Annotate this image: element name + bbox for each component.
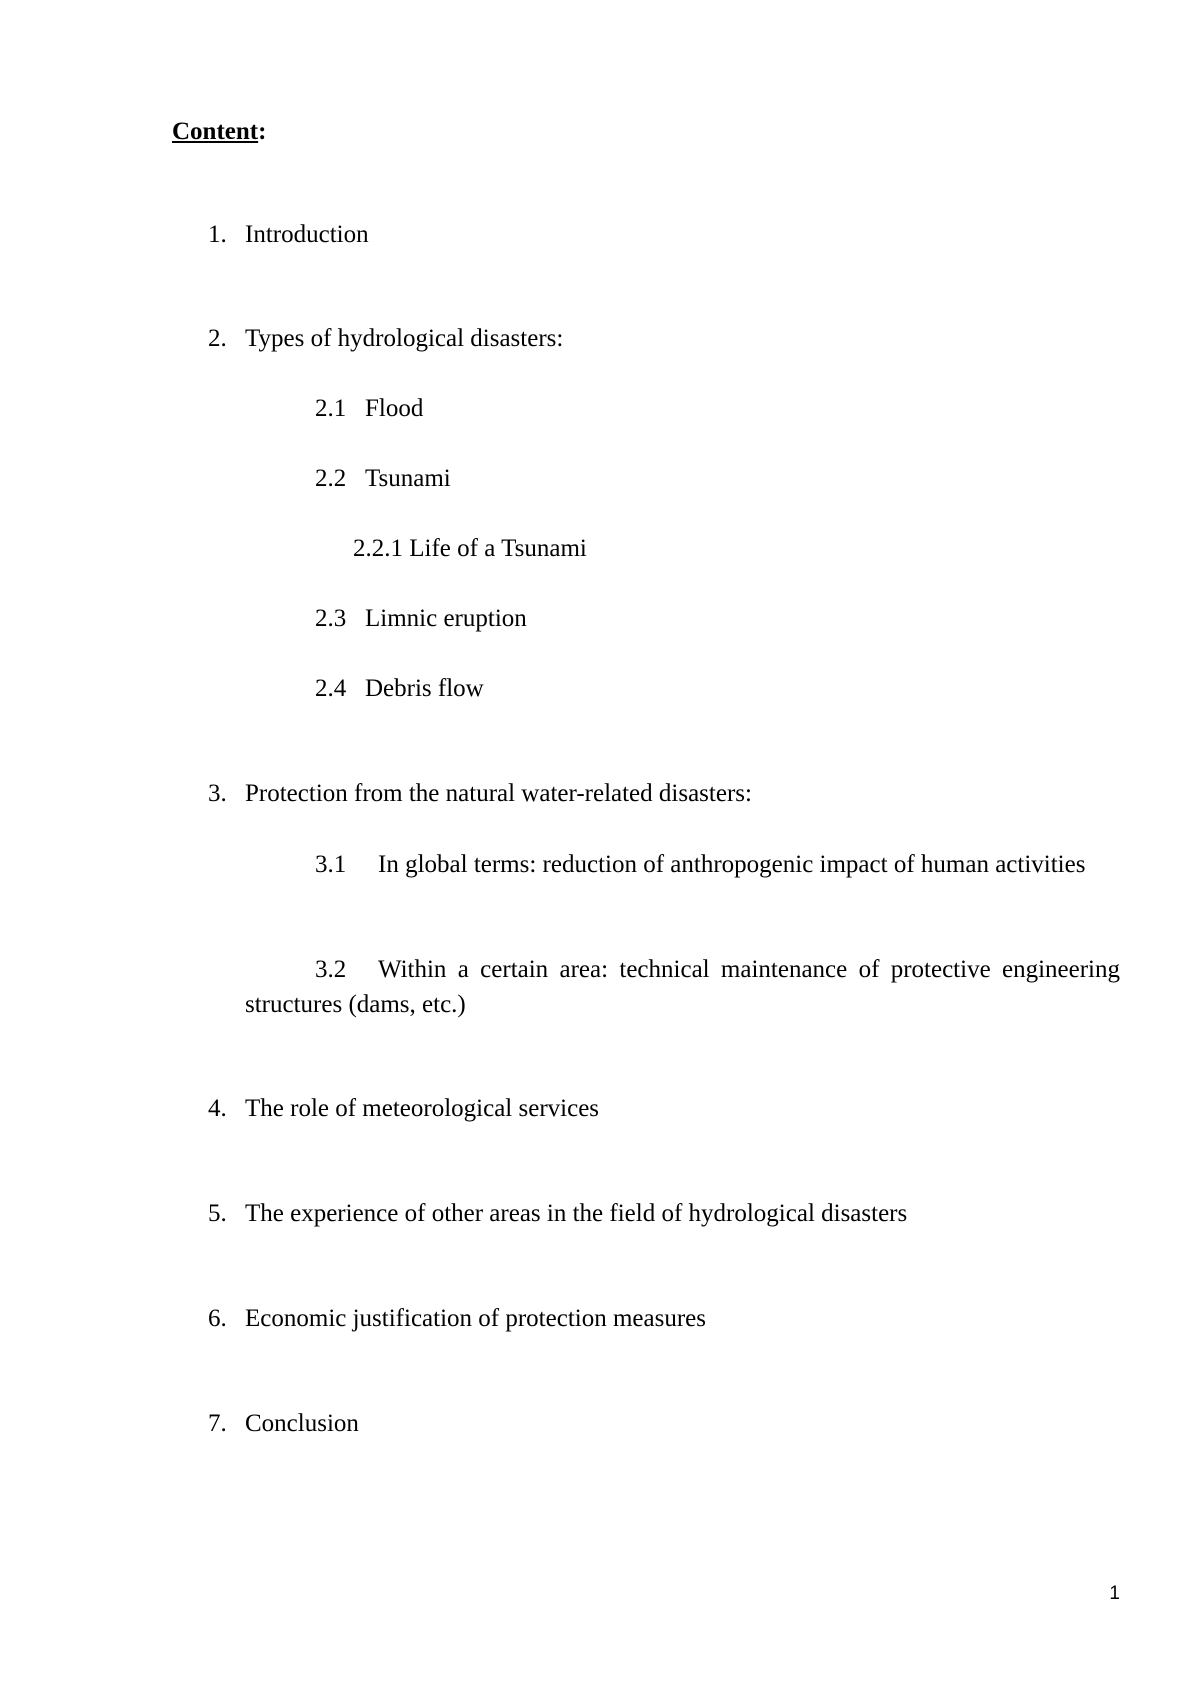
toc-number: 7. (208, 1410, 227, 1437)
toc-number: 3.2 (315, 956, 347, 983)
toc-number: 2.2.1 (353, 535, 403, 562)
toc-item-introduction (208, 218, 369, 252)
toc-item-conclusion (208, 1407, 359, 1441)
toc-item-life-of-tsunami (353, 532, 587, 566)
toc-label: Economic justification of protection measures (245, 1305, 706, 1332)
toc-number: 6. (208, 1305, 227, 1332)
toc-number: 1. (208, 221, 227, 248)
page-number: 1 (1109, 1583, 1120, 1604)
page-title (172, 115, 266, 149)
toc-number: 5. (208, 1200, 227, 1227)
toc-label: Introduction (245, 221, 369, 248)
toc-number: 2. (208, 325, 227, 352)
toc-label: Conclusion (245, 1410, 359, 1437)
toc-label: The role of meteorological services (245, 1095, 600, 1122)
toc-item-debris-flow (315, 672, 484, 706)
toc-number: 2.1 (315, 395, 347, 422)
toc-item-certain-area (245, 952, 1120, 1022)
toc-label: Within a certain area: technical maintenance of protective engineering structures (dams, etc.) (245, 956, 1120, 1018)
toc-number: 2.3 (315, 605, 347, 632)
toc-number: 3. (208, 780, 227, 807)
toc-label: Tsunami (365, 465, 451, 492)
toc-item-experience (208, 1197, 907, 1231)
toc-label: Flood (365, 395, 424, 422)
toc-number: 4. (208, 1095, 227, 1122)
toc-number: 2.2 (315, 465, 347, 492)
toc-item-types (208, 322, 563, 356)
toc-item-tsunami (315, 462, 451, 496)
toc-item-economic (208, 1302, 706, 1336)
toc-item-global-terms (245, 847, 1120, 882)
toc-label: Protection from the natural water-related disasters: (245, 780, 752, 807)
title-colon: : (258, 118, 267, 145)
toc-label: Limnic eruption (365, 605, 527, 632)
toc-label: In global terms: reduction of anthropogenic impact of human activities (378, 851, 1086, 878)
toc-item-limnic-eruption (315, 602, 527, 636)
toc-label: The experience of other areas in the field of hydrological disasters (245, 1200, 908, 1227)
toc-label: Debris flow (365, 675, 484, 702)
toc-item-meteorological (208, 1092, 599, 1126)
toc-label: Types of hydrological disasters: (245, 325, 564, 352)
toc-item-flood (315, 392, 423, 426)
toc-item-protection (208, 777, 752, 811)
title-text: Content (172, 118, 259, 145)
toc-label: Life of a Tsunami (409, 535, 587, 562)
toc-number: 3.1 (315, 851, 347, 878)
toc-number: 2.4 (315, 675, 347, 702)
